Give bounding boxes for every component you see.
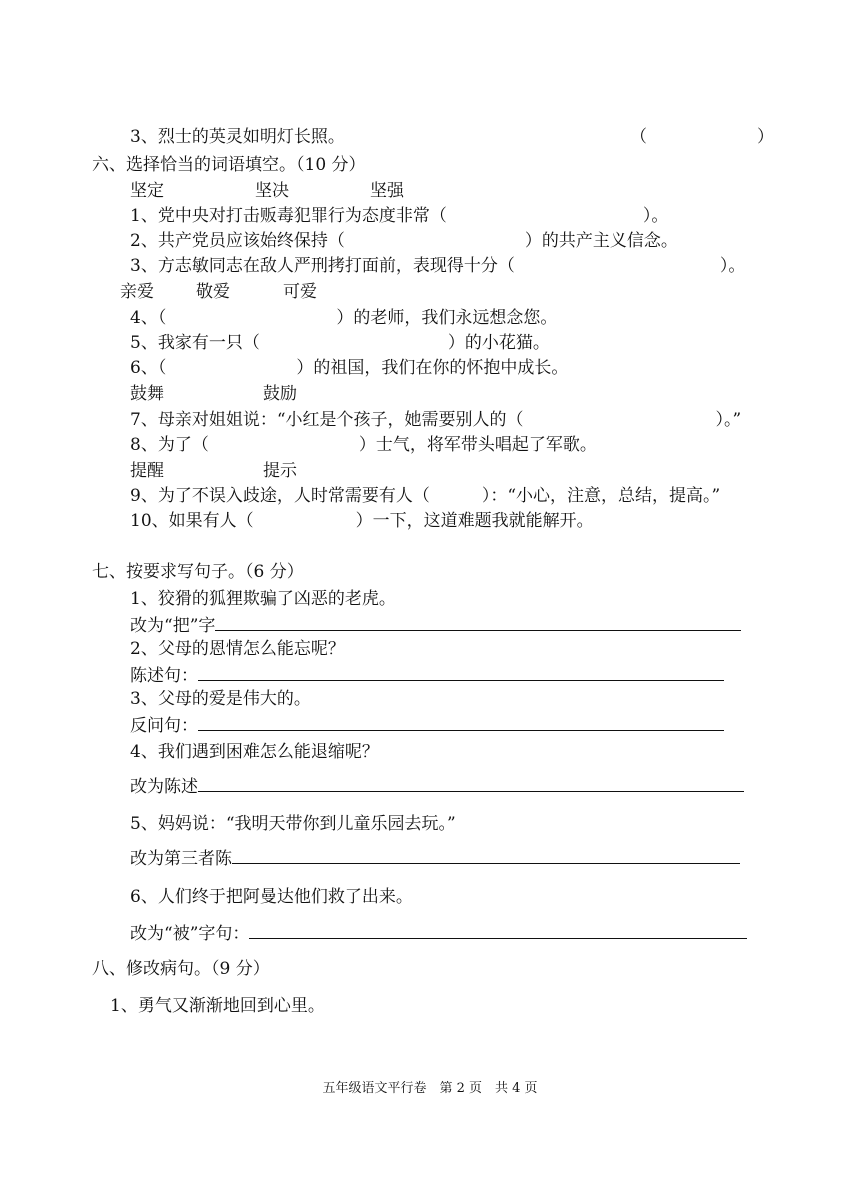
answer-label: 反问句：: [130, 716, 198, 736]
word-option: 坚强: [370, 181, 404, 201]
word-group-3b: [263, 383, 297, 405]
s5-q3-text: 3、烈士的英灵如明灯长照。: [130, 127, 345, 147]
s7-q1-answer: [130, 614, 741, 637]
answer-label: 改为“被”字句：: [130, 924, 250, 944]
word-option: 坚决: [255, 181, 289, 201]
question-text: ）的小花猫。: [447, 333, 550, 353]
s7-q2-answer: [130, 664, 724, 687]
paren-open: （: [630, 127, 647, 147]
question-text: ）的共产主义信念。: [524, 231, 678, 251]
s7-q1: 1、狡猾的狐狸欺骗了凶恶的老虎。: [130, 589, 396, 609]
question-text: ）。”: [715, 410, 742, 430]
word-option: 亲爱: [120, 282, 154, 302]
answer-line[interactable]: [215, 614, 741, 631]
page-footer: 五年级语文平行卷 第 2 页 共 4 页: [322, 1081, 538, 1096]
question-text: 5、我家有一只（: [130, 333, 260, 353]
question-text: 9、为了不误入歧途，人时常需要有人（: [130, 486, 430, 506]
word-group-3a: [130, 383, 164, 405]
word-option: 鼓励: [263, 384, 297, 404]
section-7-title: 七、按要求写句子。（6 分）: [92, 562, 304, 582]
s6-q5: [130, 332, 550, 354]
question-text: 1、党中央对打击贩毒犯罪行为态度非常（: [130, 206, 447, 226]
s5-q3: [130, 126, 345, 148]
question-text: 7、母亲对姐姐说：“小红是个孩子，她需要别人的（: [130, 410, 524, 430]
answer-label: 陈述句：: [130, 666, 198, 686]
paren-close: ）: [757, 127, 774, 147]
answer-label: 改为“把”字: [130, 616, 216, 636]
s6-q10: [130, 510, 594, 532]
s7-q5: 5、妈妈说：“我明天带你到儿童乐园去玩。”: [130, 814, 456, 834]
word-group-1: [130, 180, 164, 202]
s7-q3: 3、父母的爱是伟大的。: [130, 689, 311, 709]
word-option: 坚定: [130, 181, 164, 201]
word-option: 可爱: [283, 282, 317, 302]
word-option: 提醒: [130, 461, 164, 481]
word-group-2b: [196, 281, 230, 303]
word-group-2c: [283, 281, 317, 303]
word-group-1c: [370, 180, 404, 202]
question-text: 3、方志敏同志在敌人严刑拷打面前，表现得十分（: [130, 256, 515, 276]
answer-line[interactable]: [232, 847, 740, 864]
s7-q6: 6、人们终于把阿曼达他们救了出来。: [130, 887, 413, 907]
word-option: 敬爱: [196, 282, 230, 302]
question-text: ）士气，将军带头唱起了军歌。: [358, 435, 597, 455]
s8-q1: 1、勇气又渐渐地回到心里。: [110, 996, 325, 1016]
s6-q3: [130, 255, 745, 277]
answer-line[interactable]: [249, 922, 747, 939]
question-text: ）。: [642, 206, 669, 226]
question-text: ）一下，这道难题我就能解开。: [355, 511, 594, 531]
question-text: 4、（: [130, 308, 167, 328]
answer-line[interactable]: [198, 775, 744, 792]
s7-q5-answer: [130, 847, 740, 870]
question-text: 2、共产党员应该始终保持（: [130, 231, 345, 251]
s7-q2: 2、父母的恩情怎么能忘呢？: [130, 639, 345, 659]
s6-q9: [130, 485, 720, 507]
question-text: ）的祖国，我们在你的怀抱中成长。: [296, 358, 569, 378]
question-text: ）的老师，我们永远想念您。: [336, 308, 558, 328]
s6-q7: [130, 409, 741, 431]
word-option: 提示: [263, 461, 297, 481]
answer-line[interactable]: [198, 664, 724, 681]
s6-q4: [130, 307, 557, 329]
question-text: 8、为了（: [130, 435, 209, 455]
s5-q3-answer-paren: [630, 126, 774, 148]
word-group-2a: [120, 281, 154, 303]
s6-q8: [130, 434, 597, 456]
answer-line[interactable]: [198, 714, 724, 731]
word-group-4a: [130, 460, 164, 482]
word-option: 鼓舞: [130, 384, 164, 404]
question-text: ）。: [719, 256, 746, 276]
answer-label: 改为第三者陈: [130, 849, 232, 869]
question-text: ）：“小心，注意，总结，提高。”: [481, 486, 721, 506]
s7-q4-answer: [130, 775, 744, 798]
s7-q4: 4、我们遇到困难怎么能退缩呢？: [130, 742, 379, 762]
word-group-1b: [255, 180, 289, 202]
word-group-4b: [263, 460, 297, 482]
section-6-title: 六、选择恰当的词语填空。（10 分）: [92, 155, 366, 175]
s7-q6-answer: [130, 922, 747, 945]
s6-q2: [130, 230, 678, 252]
s6-q6: [130, 357, 568, 379]
question-text: 6、（: [130, 358, 167, 378]
answer-label: 改为陈述: [130, 777, 198, 797]
s6-q1: [130, 205, 668, 227]
question-text: 10、如果有人（: [130, 511, 254, 531]
section-8-title: 八、修改病句。（9 分）: [92, 959, 270, 979]
s7-q3-answer: [130, 714, 724, 737]
